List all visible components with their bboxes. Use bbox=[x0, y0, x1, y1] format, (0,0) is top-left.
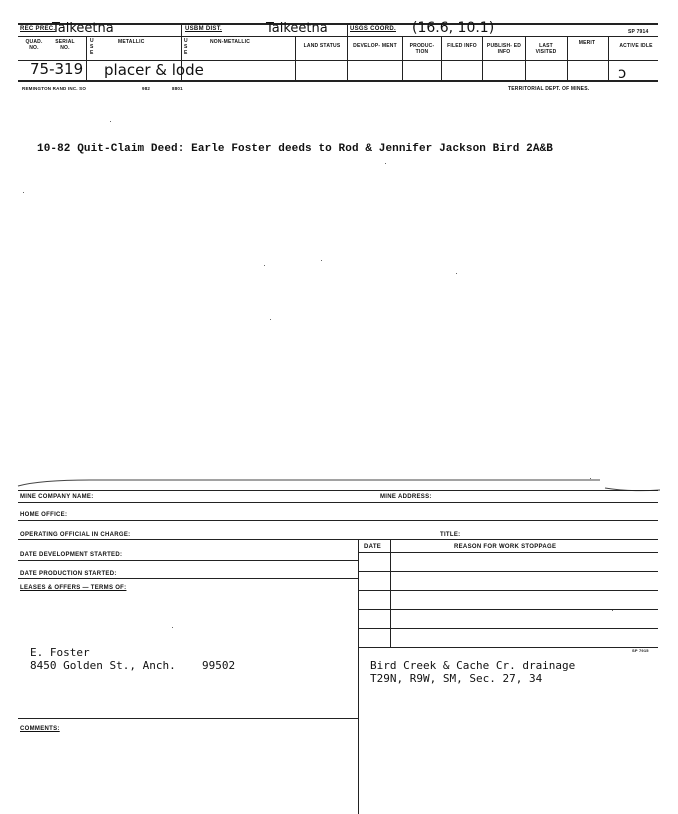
rec-prec-value: Talkeetna bbox=[52, 21, 114, 36]
row1-divider-1 bbox=[181, 23, 182, 36]
usbm-dist-value: Talkeetna bbox=[266, 21, 328, 36]
location-line-1: Bird Creek & Cache Cr. drainage bbox=[370, 659, 576, 672]
back-center-divider bbox=[358, 539, 359, 814]
stoppage-row-rule bbox=[358, 590, 658, 591]
serial-no-label: SERIAL NO. bbox=[55, 39, 75, 51]
merit-label: MERIT bbox=[578, 40, 596, 46]
scan-speck bbox=[23, 192, 24, 193]
col-divider-nonmetallic bbox=[295, 36, 296, 80]
territorial-note: TERRITORIAL DEPT. OF MINES. bbox=[508, 86, 590, 92]
home-office-label: HOME OFFICE: bbox=[20, 512, 68, 518]
col-divider-develop bbox=[402, 36, 403, 80]
usgs-coord-label: USGS COORD. bbox=[350, 26, 396, 32]
deed-entry: 10-82 Quit-Claim Deed: Earle Foster deeds to Rod & Jennifer Jackson Bird 2A&B bbox=[37, 143, 553, 155]
stoppage-date-divider bbox=[390, 539, 391, 647]
production-label: PRODUC- TION bbox=[409, 43, 435, 55]
row1-divider-2 bbox=[347, 23, 348, 36]
u-letter-metallic-2: S bbox=[90, 44, 94, 50]
owner-address: 8450 Golden St., Anch. bbox=[30, 659, 176, 672]
date-development-rule bbox=[18, 560, 358, 561]
u-letter-metallic-1: U bbox=[90, 38, 94, 44]
stoppage-row-rule bbox=[358, 609, 658, 610]
filed-info-label: FILED INFO bbox=[447, 43, 477, 49]
col-divider-published bbox=[525, 36, 526, 80]
back-top-rule bbox=[18, 490, 658, 491]
mine-address-label: MINE ADDRESS: bbox=[380, 494, 432, 500]
date-column-label: DATE bbox=[364, 544, 382, 550]
scan-speck bbox=[321, 260, 322, 261]
u-letter-nonmetallic-2: S bbox=[184, 44, 188, 50]
u-letter-nonmetallic-1: U bbox=[184, 38, 188, 44]
scan-speck bbox=[264, 265, 265, 266]
metallic-value: placer & lode bbox=[104, 61, 204, 79]
stoppage-header-rule bbox=[358, 552, 658, 553]
scan-speck bbox=[110, 121, 111, 122]
col-divider-land bbox=[347, 36, 348, 80]
back-card bbox=[0, 470, 678, 810]
reason-column-label: REASON FOR WORK STOPPAGE bbox=[454, 544, 557, 550]
owner-zip: 99502 bbox=[202, 659, 236, 672]
header-card bbox=[0, 0, 678, 110]
printer-note: REMINGTON RAND INC. SO bbox=[22, 86, 87, 91]
printer-code-1: 982 bbox=[142, 86, 151, 91]
u-letter-metallic-3: E bbox=[90, 50, 94, 56]
col-divider-filed bbox=[482, 36, 483, 80]
stoppage-row-rule bbox=[358, 628, 658, 629]
leases-offers-label: LEASES & OFFERS — TERMS OF: bbox=[20, 585, 127, 591]
col-divider-visited bbox=[567, 36, 568, 80]
printer-code-2: 8801 bbox=[172, 86, 183, 91]
operating-official-label: OPERATING OFFICIAL IN CHARGE: bbox=[20, 532, 131, 538]
col-divider-quad bbox=[86, 36, 87, 80]
form-number: SP 7914 bbox=[628, 29, 649, 35]
col-divider-production bbox=[441, 36, 442, 80]
card-edge-curve bbox=[0, 470, 678, 500]
scan-speck bbox=[456, 273, 457, 274]
date-production-rule bbox=[18, 578, 358, 579]
scan-speck bbox=[270, 319, 271, 320]
rec-prec-label: REC PREC. bbox=[20, 26, 56, 32]
mine-company-rule bbox=[18, 502, 658, 503]
header-bottom-rule bbox=[18, 80, 658, 82]
operating-official-rule bbox=[18, 539, 658, 540]
comments-rule bbox=[18, 718, 358, 719]
header-row1-rule bbox=[18, 36, 658, 37]
published-info-label: PUBLISH- ED INFO bbox=[486, 43, 522, 55]
owner-name: E. Foster bbox=[30, 646, 90, 659]
stoppage-row-rule bbox=[358, 647, 658, 648]
scan-speck bbox=[385, 163, 386, 164]
active-idle-label: ACTIVE IDLE bbox=[619, 43, 653, 49]
home-office-rule bbox=[18, 520, 658, 521]
non-metallic-label: NON-METALLIC bbox=[210, 39, 251, 45]
comments-label: COMMENTS: bbox=[20, 726, 60, 732]
usgs-coord-value: (16.6, 10.1) bbox=[412, 20, 495, 36]
usbm-dist-label: USBM DIST. bbox=[185, 26, 223, 32]
date-development-started-label: DATE DEVELOPMENT STARTED: bbox=[20, 552, 123, 558]
title-label: TITLE: bbox=[440, 532, 461, 538]
stoppage-row-rule bbox=[358, 571, 658, 572]
quad-no-label: QUAD. NO. bbox=[25, 39, 43, 51]
active-idle-mark: ɔ bbox=[618, 64, 627, 82]
mine-company-name-label: MINE COMPANY NAME: bbox=[20, 494, 94, 500]
form-number-2: SP 7915 bbox=[632, 648, 649, 653]
land-status-label: LAND STATUS bbox=[303, 43, 341, 49]
metallic-label: METALLIC bbox=[118, 39, 145, 45]
location-line-2: T29N, R9W, SM, Sec. 27, 34 bbox=[370, 672, 543, 685]
development-label: DEVELOP- MENT bbox=[353, 43, 397, 49]
u-letter-nonmetallic-3: E bbox=[184, 50, 188, 56]
quad-serial-value: 75-319 bbox=[30, 60, 84, 78]
last-visited-label: LAST VISITED bbox=[535, 43, 557, 55]
header-top-rule bbox=[18, 23, 658, 25]
date-production-started-label: DATE PRODUCTION STARTED: bbox=[20, 571, 117, 577]
col-divider-merit bbox=[608, 36, 609, 80]
